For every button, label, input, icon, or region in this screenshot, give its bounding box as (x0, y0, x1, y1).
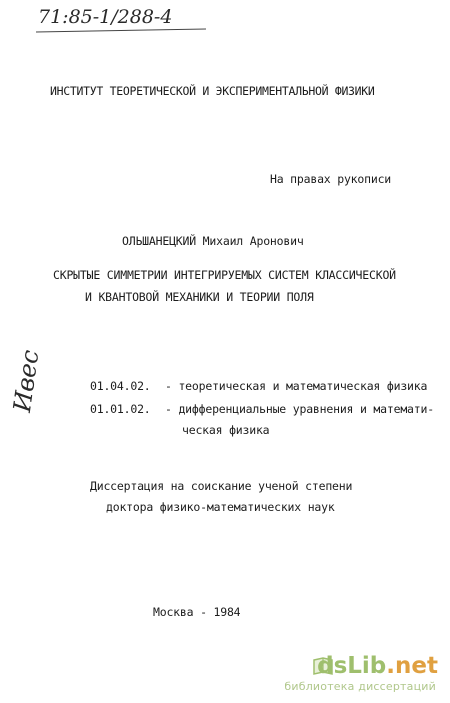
institute-name: ИНСТИТУТ ТЕОРЕТИЧЕСКОЙ И ЭКСПЕРИМЕНТАЛЬНОЙ ФИЗИКИ (50, 84, 375, 98)
dissertation-line-2: доктора физико-математических наук (106, 500, 335, 514)
watermark-subtitle: библиотека диссертаций (284, 680, 436, 693)
city-year: Москва - 1984 (153, 605, 241, 619)
title-line-2: И КВАНТОВОЙ МЕХАНИКИ И ТЕОРИИ ПОЛЯ (85, 290, 314, 304)
watermark-logo (317, 653, 438, 679)
title-line-1: СКРЫТЫЕ СИММЕТРИИ ИНТЕГРИРУЕМЫХ СИСТЕМ КЛАССИЧЕСКОЙ (53, 268, 396, 282)
specialty-desc-2-continued: ческая физика (182, 423, 270, 437)
manuscript-rights: На правах рукописи (270, 172, 392, 186)
archive-number: 71:85-1/288-4 (38, 6, 173, 28)
specialty-code-1: 01.04.02. (90, 379, 151, 393)
specialty-desc-2: - дифференциальные уравнения и математи- (165, 402, 434, 416)
archive-underline (36, 29, 206, 33)
watermark-logo-tld: .net (386, 653, 438, 679)
dissertation-line-1: Диссертация на соискание ученой степени (90, 479, 353, 493)
specialty-desc-1: - теоретическая и математическая физика (165, 379, 428, 393)
dslib-watermark[interactable] (272, 651, 442, 697)
specialty-code-2: 01.01.02. (90, 402, 151, 416)
watermark-logo-main: dsLib (317, 653, 387, 679)
author-name: ОЛЬШАНЕЦКИЙ Михаил Аронович (122, 234, 304, 248)
handwritten-signature: Ивес (8, 348, 45, 414)
